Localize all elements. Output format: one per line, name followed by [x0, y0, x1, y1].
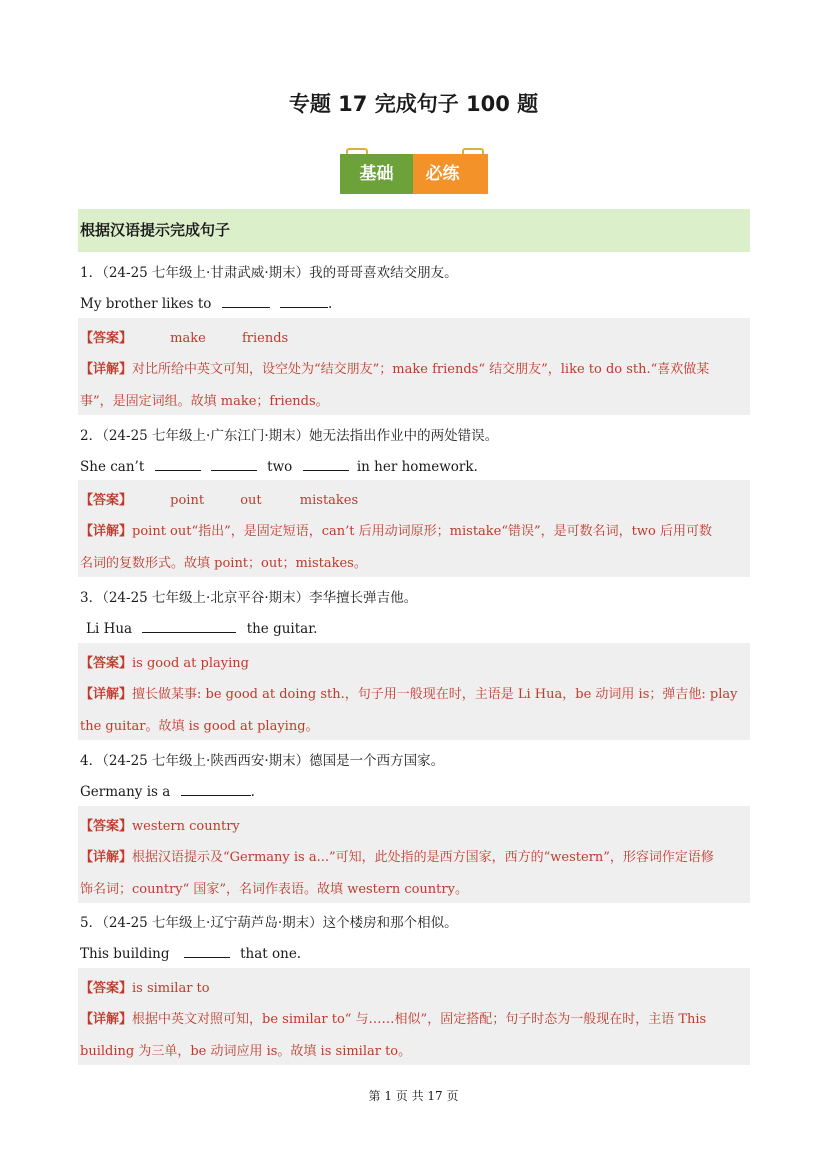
sentence-text: two	[267, 459, 293, 475]
question-source: 5．（24-25 七年级上·辽宁葫芦岛·期末）这个楼房和那个相似。	[80, 915, 458, 931]
answer-blank	[142, 618, 236, 633]
detail-line	[80, 1008, 706, 1027]
detail-tag: 【详解】	[80, 1012, 133, 1027]
detail-line: the guitar。故填 is good at playing。	[80, 719, 319, 734]
answer-word: out	[240, 493, 262, 508]
answer-box	[78, 318, 750, 415]
sentence-text: in her homework.	[356, 459, 478, 475]
answer-box	[78, 968, 750, 1065]
sentence-text: .	[250, 784, 255, 800]
answer-blank	[155, 456, 201, 471]
sentence-text: that one.	[240, 946, 302, 962]
sentence-text: She can’t	[80, 459, 145, 475]
question-sentence	[80, 781, 255, 800]
question-source: 2．（24-25 七年级上·广东江门·期末）她无法指出作业中的两处错误。	[80, 428, 499, 444]
answer-line	[80, 489, 358, 508]
detail-line	[80, 358, 709, 377]
detail-text: point out“指出”，是固定短语，can’t 后用动词原形；mistake“错误”，是可数名词，two 后用可数	[132, 524, 712, 539]
question-source: 3．（24-25 七年级上·北京平谷·期末）李华擅长弹吉他。	[80, 590, 418, 606]
question-source: 1．（24-25 七年级上·甘肃武威·期末）我的哥哥喜欢结交朋友。	[80, 265, 458, 281]
badge-left-label: 基础	[359, 164, 394, 184]
answer-box	[78, 643, 750, 740]
question-sentence	[80, 456, 478, 475]
answer-blank	[222, 293, 270, 308]
sentence-text: the guitar.	[246, 621, 318, 637]
sentence-text: This building	[80, 946, 170, 962]
answer-blank	[184, 943, 230, 958]
answer-word: is good at playing	[132, 656, 249, 671]
answer-tag: 【答案】	[80, 981, 133, 996]
detail-text: 对比所给中英文可知，设空处为“结交朋友”；make friends“ 结交朋友”，like to do sth.“喜欢做某	[132, 362, 710, 377]
answer-word: western country	[132, 819, 240, 834]
answer-blank	[211, 456, 257, 471]
question-sentence	[86, 618, 317, 637]
answer-word: is similar to	[132, 981, 210, 996]
detail-tag: 【详解】	[80, 524, 133, 539]
detail-tag: 【详解】	[80, 362, 133, 377]
sentence-text: .	[328, 296, 333, 312]
answer-word: mistakes	[299, 493, 359, 508]
question-sentence	[80, 943, 301, 962]
question-source: 4．（24-25 七年级上·陕西西安·期末）德国是一个西方国家。	[80, 753, 445, 769]
answer-blank	[303, 456, 349, 471]
answer-word: friends	[241, 331, 289, 346]
answer-tag: 【答案】	[80, 493, 133, 508]
level-badge	[340, 148, 488, 194]
detail-line	[80, 520, 712, 539]
detail-tag: 【详解】	[80, 850, 133, 865]
detail-line	[80, 683, 737, 702]
section-heading: 根据汉语提示完成句子	[78, 209, 750, 252]
answer-tag: 【答案】	[80, 819, 133, 834]
sentence-text: My brother likes to	[80, 296, 212, 312]
detail-text: 根据汉语提示及“Germany is a...”可知，此处指的是西方国家，西方的“western”，形容词作定语修	[132, 850, 714, 865]
detail-text: 根据中英文对照可知，be similar to“ 与……相似”，固定搭配；句子时态为一般现在时，主语 This	[132, 1012, 707, 1027]
page-title: 专题 17 完成句子 100 题	[288, 92, 539, 116]
badge-right-label: 必练	[425, 164, 460, 184]
answer-blank	[181, 781, 251, 796]
answer-blank	[280, 293, 328, 308]
detail-line	[80, 846, 714, 865]
answer-box	[78, 480, 750, 577]
detail-line: 名词的复数形式。故填 point；out；mistakes。	[80, 556, 367, 571]
answer-tag: 【答案】	[80, 331, 133, 346]
page-footer: 第 1 页 共 17 页	[368, 1089, 459, 1103]
answer-line	[80, 327, 288, 346]
sentence-text: Germany is a	[80, 784, 171, 800]
detail-text: 擅长做某事: be good at doing sth.，句子用一般现在时，主语是 Li Hua，be 动词用 is；弹吉他: play	[132, 687, 738, 702]
answer-word: point	[170, 493, 205, 508]
answer-box	[78, 806, 750, 903]
answer-line	[80, 977, 210, 996]
question-sentence	[80, 293, 332, 312]
answer-line	[80, 652, 249, 671]
sentence-text: Li Hua	[86, 621, 133, 637]
answer-tag: 【答案】	[80, 656, 133, 671]
detail-line: building 为三单，be 动词应用 is。故填 is similar to。	[80, 1044, 412, 1059]
detail-line: 饰名词；country“ 国家”，名词作表语。故填 western country。	[80, 882, 468, 897]
detail-tag: 【详解】	[80, 687, 133, 702]
detail-line: 事”，是固定词组。故填 make；friends。	[80, 394, 329, 409]
answer-word: make	[170, 331, 206, 346]
answer-line	[80, 815, 240, 834]
